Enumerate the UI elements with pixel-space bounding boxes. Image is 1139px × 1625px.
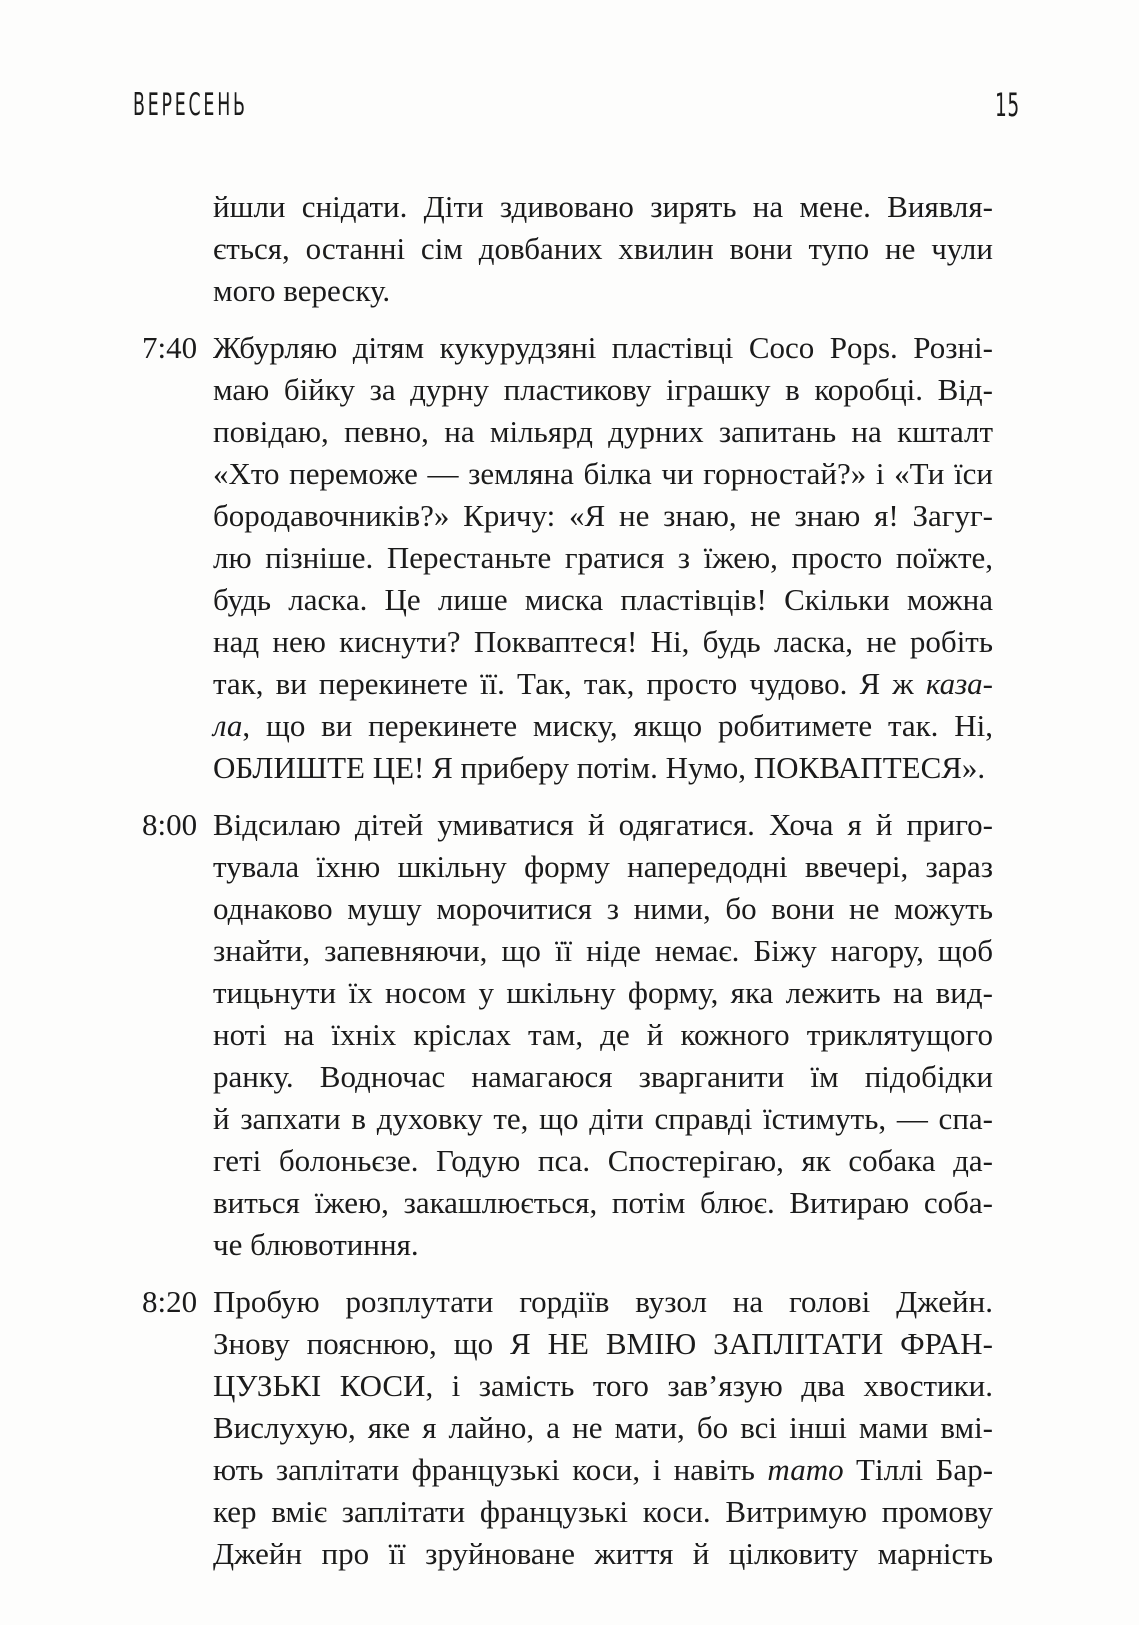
text-line: тувала їхню шкільну форму напередодні ввечері, зараз	[213, 849, 993, 884]
text-line: й запхати в духовку те, що діти справді їстимуть, — спа-	[213, 1101, 993, 1136]
diary-entries	[142, 186, 993, 1575]
text-line: мого вереску.	[213, 273, 391, 308]
text-line: ноті на їхніх кріслах там, де й кожного триклятущого	[213, 1017, 993, 1052]
text-line: ється, останні сім довбаних хвилин вони тупо не чули	[213, 231, 993, 266]
diary-entry	[142, 1281, 993, 1575]
text-line: ЦУЗЬКІ КОСИ, і замість того зав’язую два хвостики.	[213, 1368, 993, 1403]
page-header	[133, 88, 1020, 122]
entry-time: 7:40	[142, 330, 198, 365]
diary-entry	[142, 804, 993, 1266]
text-line: Знову пояснюю, що Я НЕ ВМІЮ ЗАПЛІТАТИ ФРАН-	[213, 1326, 993, 1361]
text-line: геті болоньєзе. Годую пса. Спостерігаю, як собака да-	[213, 1143, 993, 1178]
text-line: Пробую розплутати гордіїв вузол на голові Джейн.	[213, 1284, 993, 1319]
text-line: лю пізніше. Перестаньте гратися з їжею, просто поїжте,	[213, 540, 993, 575]
page-number: 15	[995, 86, 1020, 124]
entry-paragraph	[213, 327, 993, 789]
text-line: ють заплітати французькі коси, і навіть тато Тіллі Бар-	[213, 1452, 994, 1487]
text-line: над нею киснути? Покваптеся! Ні, будь ласка, не робіть	[213, 624, 993, 659]
text-line: Відсилаю дітей умиватися й одягатися. Хоча я й приго-	[213, 807, 993, 842]
entry-paragraph	[213, 186, 993, 312]
diary-entry	[142, 327, 993, 789]
text-line: йшли снідати. Діти здивовано зирять на мене. Виявля-	[213, 189, 993, 224]
text-line: маю бійку за дурну пластикову іграшку в коробці. Від-	[213, 372, 993, 407]
text-line: ла, що ви перекинете миску, якщо робитимете так. Ні,	[213, 708, 993, 743]
text-line: повідаю, певно, на мільярд дурних запитань на кшталт	[213, 414, 993, 449]
text-line: кер вміє заплітати французькі коси. Витримую промову	[213, 1494, 993, 1529]
text-line: ранку. Водночас намагаюся зварганити їм підобідки	[213, 1059, 993, 1094]
entry-paragraph	[213, 1281, 993, 1575]
text-line: ОБЛИШТЕ ЦЕ! Я приберу потім. Нумо, ПОКВАПТЕСЯ».	[213, 750, 986, 785]
text-line: «Хто переможе — земляна білка чи горностай?» і «Ти їси	[213, 456, 993, 491]
running-title: ВЕРЕСЕНЬ	[133, 87, 248, 123]
text-line: так, ви перекинете її. Так, так, просто чудово. Я ж каза-	[213, 666, 993, 701]
text-line: бородавочників?» Кричу: «Я не знаю, не знаю я! Загуг-	[213, 498, 993, 533]
entry-paragraph	[213, 804, 993, 1266]
text-line: че блювотиння.	[213, 1227, 419, 1262]
text-line: Джейн про її зруйноване життя й цілковиту марність	[213, 1536, 993, 1571]
text-line: знайти, запевняючи, що її ніде немає. Біжу нагору, щоб	[213, 933, 993, 968]
diary-entry	[142, 186, 993, 312]
text-line: тицьнути їх носом у шкільну форму, яка лежить на вид-	[213, 975, 993, 1010]
entry-time: 8:20	[142, 1284, 198, 1319]
entry-time: 8:00	[142, 807, 198, 842]
text-line: виться їжею, закашлюється, потім блює. Витираю соба-	[213, 1185, 993, 1220]
text-line: однаково мушу морочитися з ними, бо вони не можуть	[213, 891, 993, 926]
text-line: будь ласка. Це лише миска пластівців! Скільки можна	[213, 582, 993, 617]
text-line: Жбурляю дітям кукурудзяні пластівці Coco Pops. Розні-	[213, 330, 993, 365]
text-line: Вислухую, яке я лайно, а не мати, бо всі інші мами вмі-	[213, 1410, 993, 1445]
